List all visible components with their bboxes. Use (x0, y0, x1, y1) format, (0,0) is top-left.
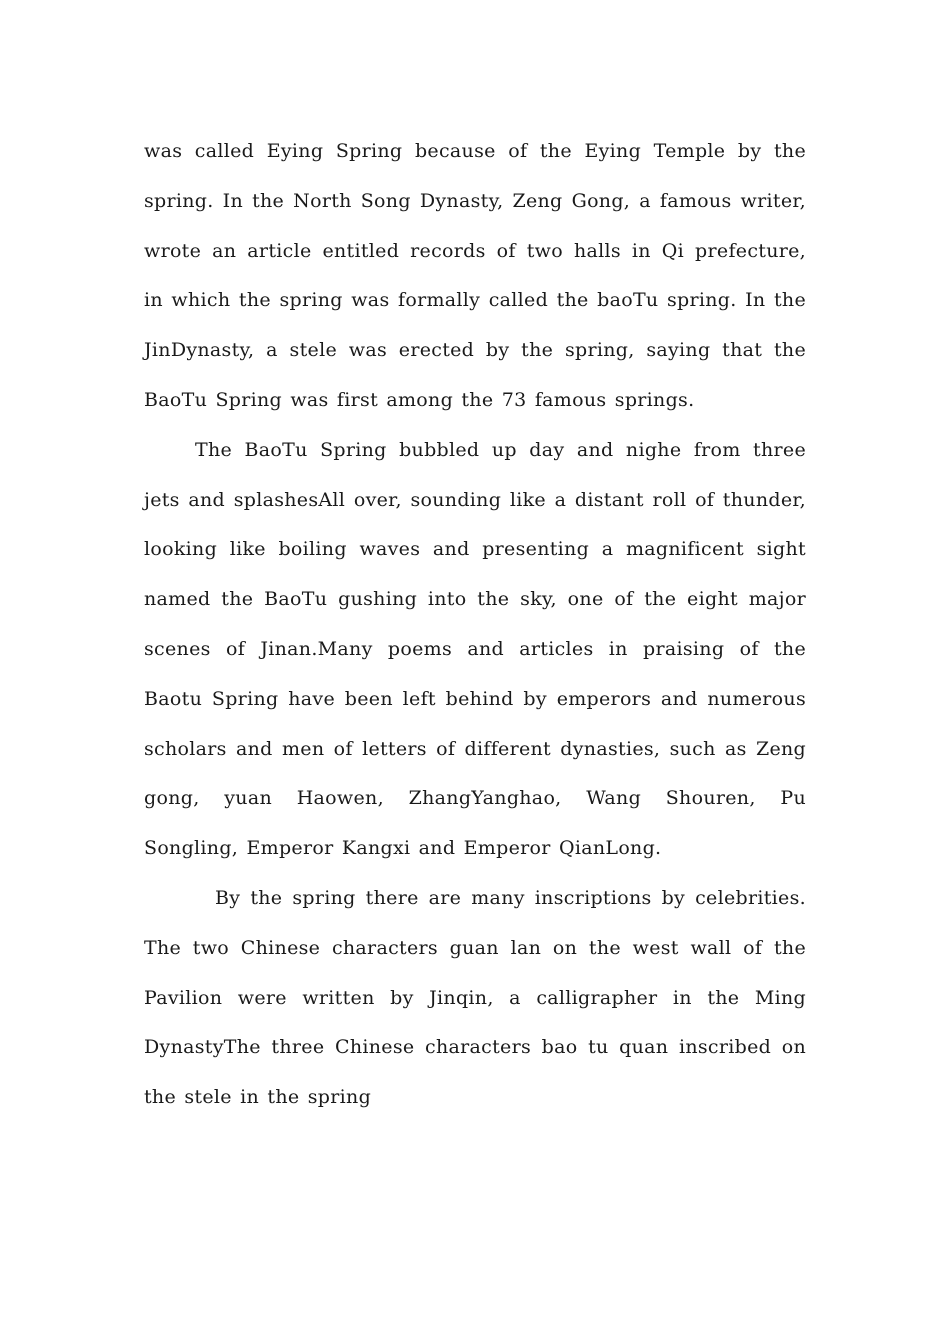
paragraph-eying-spring: was called Eying Spring because of the Eying Temple by the spring. In the North Song Dynasty, Zeng Gong, a famous writer, wrote an article entitled records of two halls in Qi prefecture, in which the spring was formally called the baoTu spring. In the JinDynasty, a stele was erected by the spring, saying that the BaoTu Spring was first among the 73 famous springs. (144, 140, 806, 411)
paragraph-baotu-spring: The BaoTu Spring bubbled up day and nighe from three jets and splashesAll over, sounding like a distant roll of thunder, looking like boiling waves and presenting a magnificent sight named the BaoTu gushing into the sky, one of the eight major scenes of Jinan.Many poems and articles in praising of the Baotu Spring have been left behind by emperors and numerous scholars and men of letters of different dynasties, such as Zeng gong, yuan Haowen, ZhangYanghao, Wang Shouren, Pu Songling, Emperor Kangxi and Emperor QianLong. (144, 438, 806, 860)
paragraph-inscriptions: By the spring there are many inscriptions by celebrities. The two Chinese characters guan lan on the west wall of the Pavilion were written by Jinqin, a calligrapher in the Ming DynastyThe three Chinese characters bao tu quan inscribed on the stele in the spring (144, 886, 806, 1109)
body-text (144, 127, 806, 1123)
